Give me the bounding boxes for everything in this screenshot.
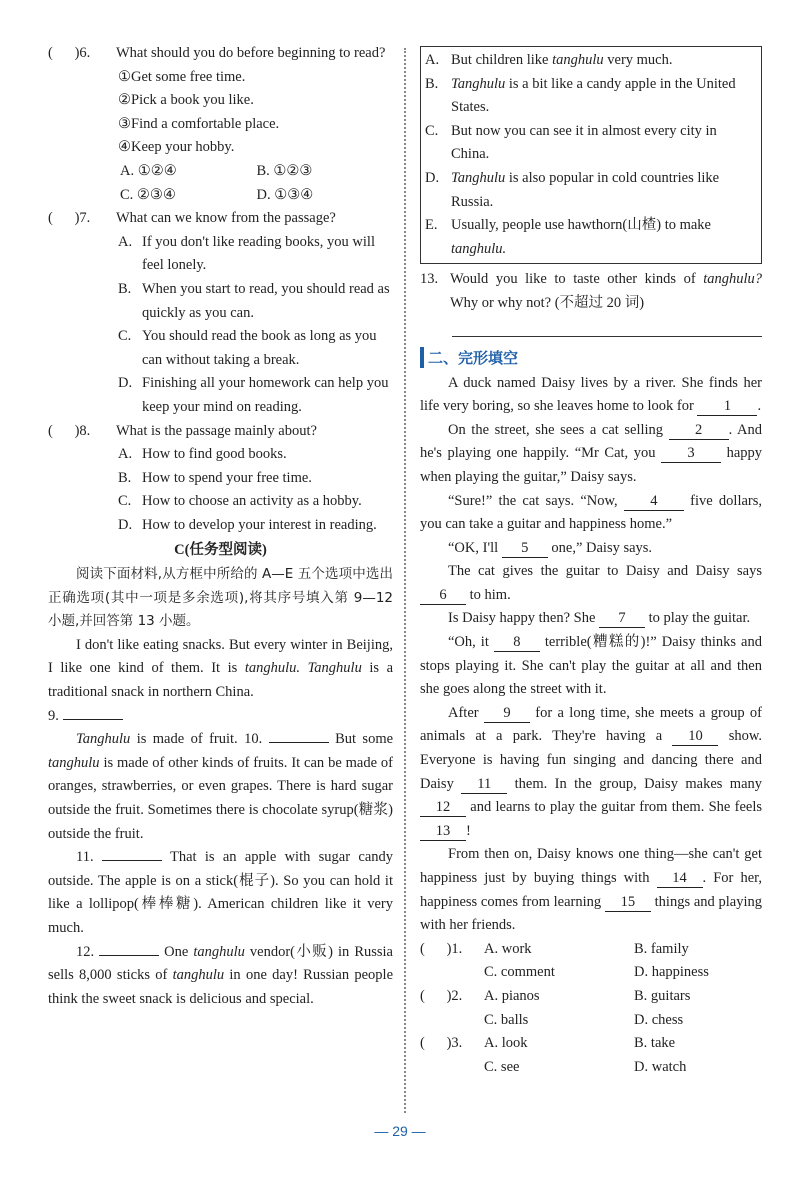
option-label: A. <box>425 52 440 68</box>
text: things and playing with her friends. <box>420 893 763 934</box>
text: The cat gives the guitar to Daisy and Daisy says <box>448 563 762 580</box>
step-4: ④Keep your hobby. <box>118 139 235 156</box>
text: Usually, people use hawthorn(山楂) to make <box>451 217 711 234</box>
passage-paragraph-3 <box>48 846 393 940</box>
text: tanghulu? <box>703 271 762 288</box>
option-label: B. <box>118 280 132 297</box>
text: tanghulu. <box>244 660 301 677</box>
cloze-blank-10[interactable]: 10 <box>672 727 718 746</box>
option-label: D. <box>425 169 440 186</box>
box-option-e <box>425 214 757 261</box>
option-label: C. <box>425 122 439 139</box>
text: One <box>164 943 189 960</box>
option-b: B. take <box>634 1035 676 1052</box>
blank-10[interactable] <box>269 742 329 743</box>
option-b: B. family <box>634 940 689 957</box>
text: Tanghulu <box>451 75 506 92</box>
text: “OK, I'll <box>448 539 499 556</box>
section-2-title: 二、完形填空 <box>420 347 518 368</box>
options-row <box>48 184 393 208</box>
option-text: You should read the book as long as you can without taking a break. <box>142 328 377 368</box>
cloze-paragraph-8 <box>420 702 762 844</box>
text: tanghulu <box>48 754 100 771</box>
blank-11[interactable] <box>102 860 162 861</box>
option-b <box>48 467 393 491</box>
text: is a bit like a candy apple in the United States. <box>451 75 736 116</box>
cloze-question-1-row2 <box>420 961 762 985</box>
text: . For her, happiness comes from learning <box>420 870 763 910</box>
text: show. Everyone is having fun singing and dancing there and Daisy <box>420 728 762 792</box>
option-text: When you start to read, you should read as quickly as you can. <box>142 280 390 321</box>
text: Would you like to taste other kinds of <box>450 271 696 288</box>
text: is made of fruit. <box>136 731 238 748</box>
option-c: C. see <box>484 1058 520 1075</box>
column-divider <box>404 48 406 1113</box>
cloze-paragraph-4 <box>420 537 762 561</box>
question-13 <box>420 268 762 315</box>
option-label: C. <box>118 328 132 345</box>
blank-12[interactable] <box>99 955 159 956</box>
question-text: What is the passage mainly about? <box>116 422 317 439</box>
option-c <box>48 325 393 372</box>
cloze-blank-11[interactable]: 11 <box>461 775 507 794</box>
text: On the street, she sees a cat selling <box>448 421 664 438</box>
option-label: D. <box>118 375 133 392</box>
text: But now you can see it in almost every city in China. <box>451 122 717 163</box>
option-a <box>48 443 393 467</box>
question-text: What should you do before beginning to read? <box>116 45 386 61</box>
box-option-a <box>425 49 757 73</box>
step-3: ③Find a comfortable place. <box>118 115 280 132</box>
cloze-blank-9[interactable]: 9 <box>484 704 530 723</box>
text: A duck named Daisy lives by a river. She finds her life very boring, so she leaves home to look for <box>420 374 762 415</box>
option-d <box>48 514 393 538</box>
option-d <box>48 372 393 419</box>
option-d: D. chess <box>634 1011 684 1028</box>
text: ! <box>466 822 471 839</box>
option-d: D. watch <box>634 1058 687 1075</box>
option-text: How to develop your interest in reading. <box>142 516 377 533</box>
answer-paren[interactable]: ( )8. <box>48 422 91 439</box>
cloze-blank-12[interactable]: 12 <box>420 798 466 817</box>
option-b: B. guitars <box>634 987 691 1004</box>
option-text: If you don't like reading books, you will feel lonely. <box>142 233 375 274</box>
blank-9-line <box>48 705 393 729</box>
left-column <box>48 42 393 1011</box>
instruction: 阅读下面材料,从方框中所给的 A—E 五个选项中选出正确选项(其中一项是多余选项),将其序号填入第 9—12 小题,并回答第 13 小题。 <box>48 566 393 630</box>
cloze-paragraph-7 <box>420 631 762 702</box>
section-2-header <box>420 347 762 368</box>
option-text: How to find good books. <box>142 446 287 463</box>
cloze-paragraph-3 <box>420 490 762 537</box>
option-d: D. happiness <box>634 964 709 981</box>
passage-paragraph-1 <box>48 634 393 705</box>
cloze-blank-13[interactable]: 13 <box>420 822 466 841</box>
step-1: ①Get some free time. <box>118 68 246 85</box>
passage-paragraph-2 <box>48 728 393 846</box>
answer-paren[interactable]: ( )1. <box>420 940 463 957</box>
cloze-blank-14[interactable]: 14 <box>657 869 703 888</box>
passage-paragraph-4 <box>48 941 393 1012</box>
page-number: — 29 — <box>374 1123 426 1139</box>
text: Tanghulu <box>307 660 362 677</box>
answer-paren[interactable]: ( )6. <box>48 45 91 61</box>
option-c <box>48 490 393 514</box>
options-box <box>420 46 762 264</box>
text: “Sure!” the cat says. “Now, <box>448 492 618 509</box>
text: and learns to play the guitar from them. She feels <box>470 799 763 816</box>
cloze-question-2-row2 <box>420 1009 762 1033</box>
blank-number: 9. <box>48 707 59 724</box>
text: terrible(糟糕的)!” Daisy thinks and stops playing it. She can't play the guitar at all and then she goes along the street with it. <box>420 634 762 698</box>
text: is also popular in cold countries like Russia. <box>451 169 720 210</box>
cloze-blank-15[interactable]: 15 <box>605 893 651 912</box>
option-c: C. comment <box>484 964 555 981</box>
option-text: Finishing all your homework can help you keep your mind on reading. <box>142 375 389 415</box>
options-row <box>48 160 393 184</box>
option-c: C. ②③④ <box>120 186 176 203</box>
text: them. In the group, Daisy makes many <box>514 775 763 792</box>
option-label: B. <box>118 469 132 486</box>
blank-number: 12. <box>76 943 95 960</box>
text: tanghulu <box>193 943 245 960</box>
option-b: B. ①②③ <box>256 162 313 179</box>
text: That is an apple with sugar candy outside. The apple is on a stick(棍子). So you can hold it like a lollipop(棒棒糖). American children like it very much. <box>48 849 394 936</box>
option-text: How to choose an activity as a hobby. <box>142 493 362 510</box>
right-column <box>420 46 762 1079</box>
box-option-d <box>425 167 757 214</box>
cloze-blank-6[interactable]: 6 <box>420 586 466 605</box>
blank-9[interactable] <box>63 719 123 720</box>
text: I don't like eating snacks. But every winter in Beijing, I like one kind of them. It is <box>48 636 393 677</box>
text: is a traditional snack in northern China. <box>48 660 394 701</box>
question-text: What can we know from the passage? <box>116 210 336 227</box>
option-c: C. balls <box>484 1011 529 1028</box>
text: tanghulu <box>552 52 604 68</box>
text: to play the guitar. <box>648 610 751 627</box>
text: But some <box>335 731 394 748</box>
option-a: A. work <box>484 940 532 957</box>
text: From then on, Daisy knows one thing—she can't get happiness just by buying things with <box>420 846 762 886</box>
box-option-b <box>425 73 757 120</box>
blank-number: 11. <box>76 849 94 866</box>
text: After <box>448 704 479 721</box>
text: “Oh, it <box>448 634 489 651</box>
option-label: D. <box>118 516 133 533</box>
text: Tanghulu <box>76 731 131 748</box>
text: one,” Daisy says. <box>551 539 653 556</box>
step-2: ②Pick a book you like. <box>118 92 254 109</box>
cloze-blank-1[interactable]: 1 <box>697 397 757 416</box>
cloze-question-3-row2 <box>420 1056 762 1080</box>
cloze-blank-8[interactable]: 8 <box>494 633 540 652</box>
answer-paren[interactable]: ( )7. <box>48 210 91 227</box>
option-b <box>48 278 393 325</box>
option-a: A. ①②④ <box>120 162 177 179</box>
option-a: A. pianos <box>484 987 540 1004</box>
option-label: C. <box>118 493 132 510</box>
cloze-question-3 <box>420 1032 762 1056</box>
cloze-blank-4[interactable]: 4 <box>624 492 684 511</box>
cloze-question-2 <box>420 985 762 1009</box>
text: happy when playing the guitar,” Daisy says. <box>420 445 763 485</box>
cloze-paragraph-5 <box>420 560 762 607</box>
text: tanghulu <box>172 967 225 984</box>
option-label: B. <box>425 75 439 92</box>
blank-number: 10. <box>244 731 263 748</box>
text: Tanghulu <box>451 169 506 186</box>
option-a: A. look <box>484 1035 528 1052</box>
cloze-paragraph-6 <box>420 607 762 631</box>
text: five dollars, you can take a guitar and happiness home.” <box>420 492 763 533</box>
text: to him. <box>469 586 511 603</box>
text: tanghulu. <box>451 240 507 257</box>
text: . And he's playing one happily. “Mr Cat, you <box>420 421 763 462</box>
text: Is Daisy happy then? She <box>448 610 596 627</box>
text: Why or why not? (不超过 20 词) <box>450 294 645 311</box>
question-7 <box>48 207 393 231</box>
option-label: A. <box>118 446 133 463</box>
cloze-blank-2[interactable]: 2 <box>669 421 729 440</box>
question-6 <box>48 42 393 66</box>
option-label: E. <box>425 217 438 234</box>
text: for a long time, she meets a group of animals at a park. They're having a <box>420 704 763 745</box>
cloze-paragraph-9 <box>420 843 762 937</box>
answer-line-13[interactable] <box>452 328 762 337</box>
cloze-blank-3[interactable]: 3 <box>661 444 721 463</box>
text: in one day! Russian people think the sweet snack is delicious and special. <box>48 967 394 1007</box>
option-label: A. <box>118 233 133 250</box>
cloze-paragraph-1: A duck named Daisy lives by a river. She finds her life very boring, so she leaves home to look for 1 . <box>420 374 762 415</box>
text: But children like <box>451 52 549 68</box>
cloze-paragraph-2 <box>420 419 762 490</box>
option-a <box>48 231 393 278</box>
question-8 <box>48 420 393 444</box>
option-text: How to spend your free time. <box>142 469 312 486</box>
cloze-blank-7[interactable]: 7 <box>599 609 645 628</box>
box-option-c <box>425 120 757 167</box>
answer-paren[interactable]: ( )2. <box>420 987 463 1004</box>
section-c-title: C(任务型阅读) <box>174 542 267 559</box>
question-number: 13. <box>420 271 439 288</box>
cloze-blank-5[interactable]: 5 <box>502 539 548 558</box>
text: very much. <box>607 52 673 68</box>
cloze-question-1 <box>420 938 762 962</box>
text: is made of other kinds of fruits. It can be made of oranges, strawberries, or even grapes. There is hard sugar outside the fruit. Sometimes there is chocolate syrup(糖浆) outside the fruit. <box>48 754 393 842</box>
answer-paren[interactable]: ( )3. <box>420 1035 463 1052</box>
option-d: D. ①③④ <box>256 186 314 203</box>
text: vendor(小贩) in Russia sells 8,000 sticks of <box>48 943 393 984</box>
